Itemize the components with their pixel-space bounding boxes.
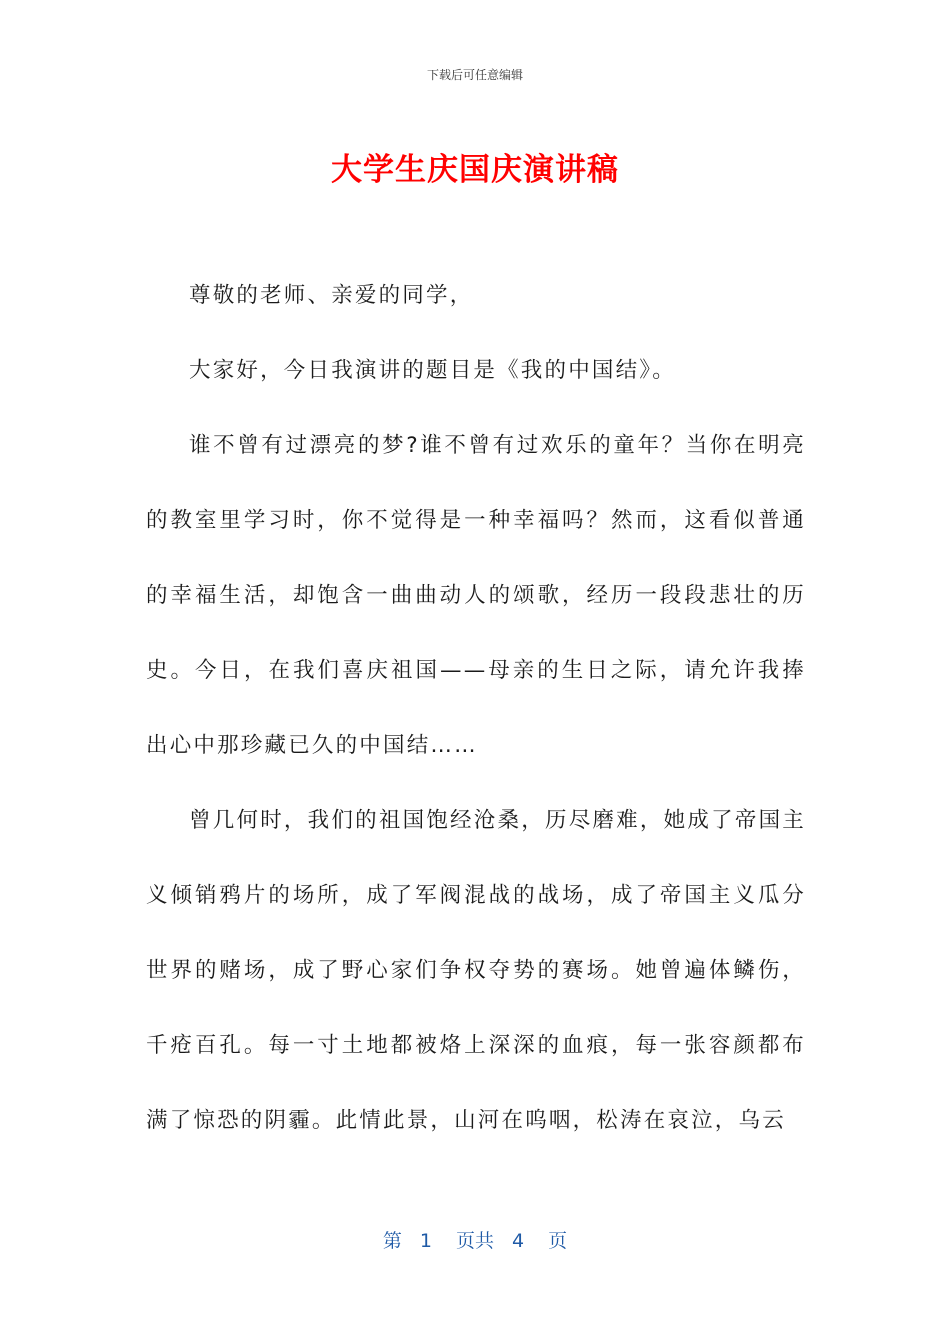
footer-suffix: 页 <box>548 1230 568 1252</box>
paragraph-history: 曾几何时，我们的祖国饱经沧桑，历尽磨难，她成了帝国主义倾销鸦片的场所，成了军阀混战的战场，成了帝国主义瓜分世界的赌场，成了野心家们争权夺势的赛场。她曾遍体鳞伤，千疮百孔。每一寸土地都被烙上深深的血痕，每一张容颜都布满了惊恐的阴霾。此情此景，山河在呜咽，松涛在哀泣，乌云 <box>146 808 806 1133</box>
footer-prefix: 第 <box>382 1230 402 1252</box>
header-note: 下载后可任意编辑 <box>426 68 523 82</box>
paragraph-dream: 谁不曾有过漂亮的梦?谁不曾有过欢乐的童年？当你在明亮的教室里学习时，你不觉得是一种幸福吗？然而，这看似普通的幸福生活，却饱含一曲曲动人的颂歌，经历一段段悲壮的历史。今日，在我们喜庆祖国——母亲的生日之际，请允许我捧出心中那珍藏已久的中国结…… <box>146 433 806 758</box>
footer-total-pages: 4 <box>512 1230 525 1252</box>
paragraph-intro: 大家好，今日我演讲的题目是《我的中国结》。 <box>189 358 676 383</box>
footer-current-page: 1 <box>419 1230 432 1252</box>
paragraph-greeting: 尊敬的老师、亲爱的同学， <box>189 283 474 308</box>
page-footer <box>0 1226 950 1253</box>
document-title: 大学生庆国庆演讲稿 <box>331 152 619 188</box>
footer-middle: 页共 <box>455 1230 494 1252</box>
document-body <box>146 258 806 1158</box>
